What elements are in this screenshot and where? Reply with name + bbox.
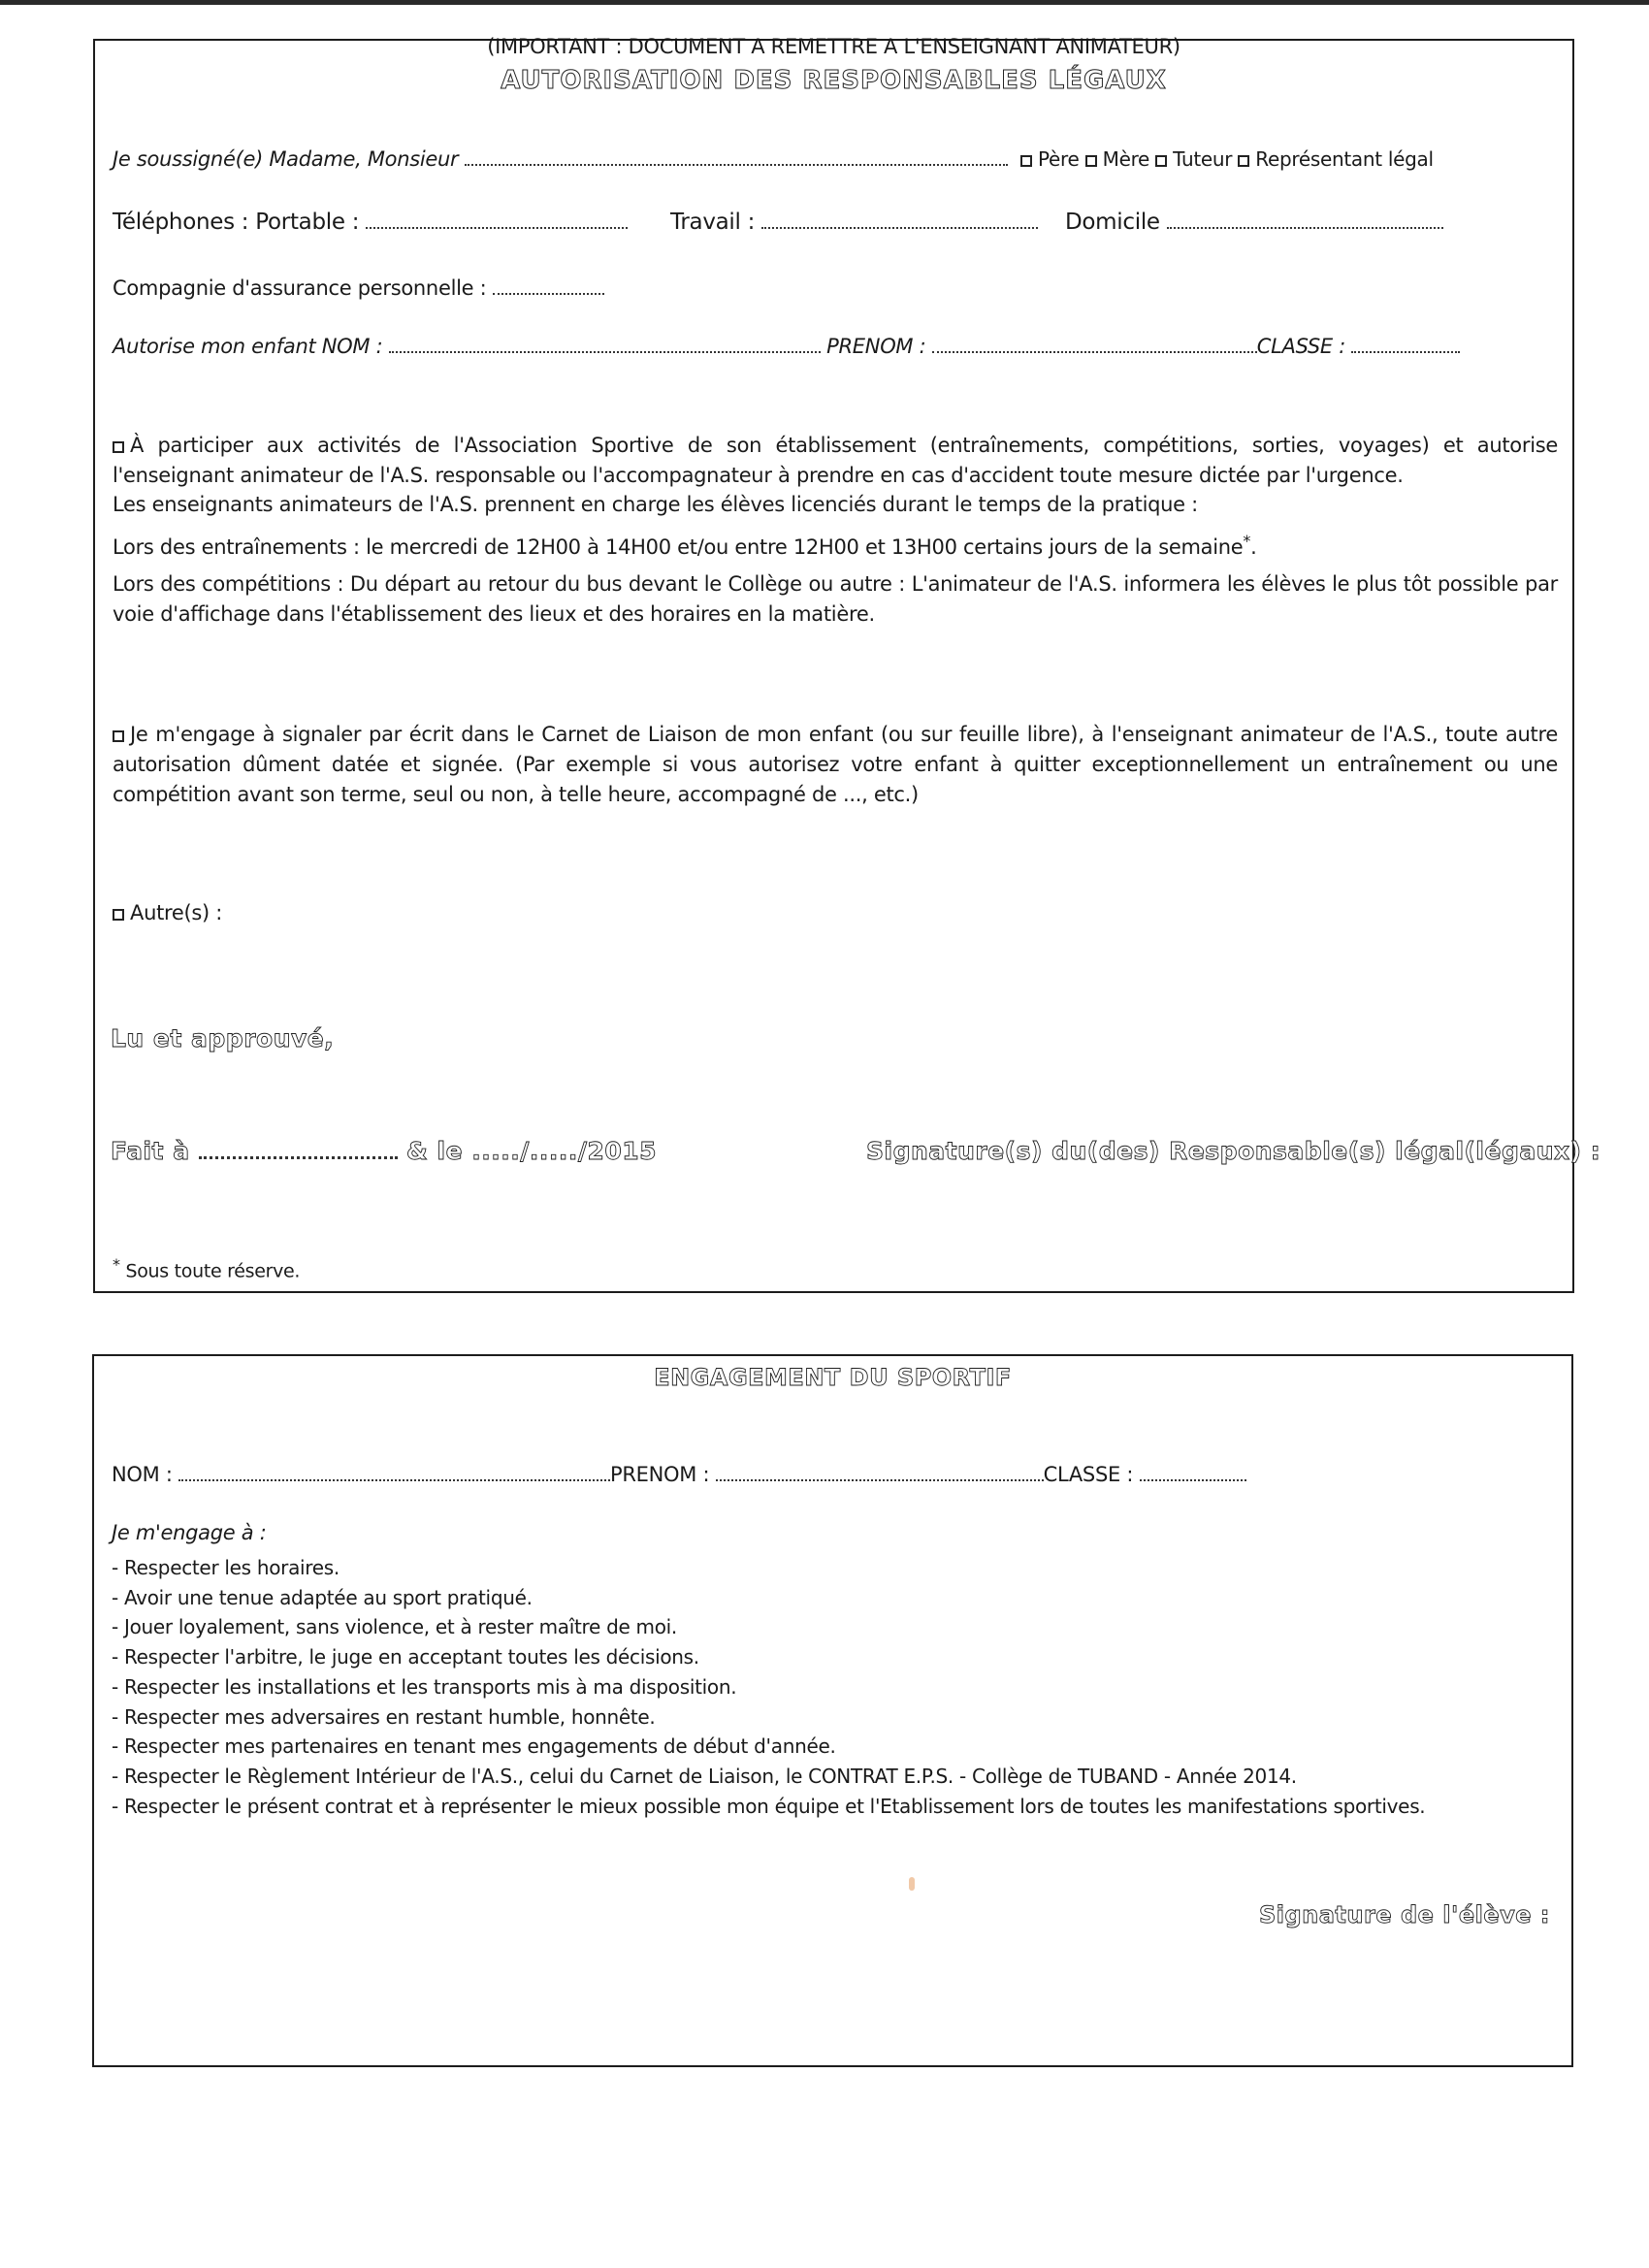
child-firstname-field[interactable] xyxy=(932,338,1257,353)
insurance-label: Compagnie d'assurance personnelle : xyxy=(113,276,487,300)
home-phone-label: Domicile xyxy=(1065,210,1160,235)
scan-smudge xyxy=(909,1877,915,1891)
athlete-name-field[interactable] xyxy=(178,1466,610,1481)
athlete-firstname-field[interactable] xyxy=(716,1466,1044,1481)
legal-guardian-authorization-section xyxy=(93,35,1601,1293)
child-firstname-label: PRENOM : xyxy=(826,335,926,358)
relation-option-representant[interactable]: Représentant légal xyxy=(1238,147,1433,171)
footnote-asterisk-icon: * xyxy=(113,1255,120,1274)
home-phone-row xyxy=(1065,210,1443,235)
other-row xyxy=(113,901,222,924)
list-item: - Avoir une tenue adaptée au sport pratiqué. xyxy=(112,1585,533,1609)
list-item: - Respecter les installations et les transports mis à ma disposition. xyxy=(112,1674,737,1699)
date-field[interactable]: ...../...../2015 xyxy=(471,1137,658,1165)
checkbox-icon[interactable] xyxy=(1085,155,1097,167)
guardian-signature-label: Signature(s) du(des) Responsable(s) légal(légaux) : xyxy=(866,1137,1601,1165)
insurance-row xyxy=(113,276,604,300)
work-phone-label: Travail : xyxy=(670,210,756,235)
relation-option-tuteur[interactable]: Tuteur xyxy=(1155,147,1232,171)
other-checkbox[interactable] xyxy=(113,909,124,921)
commitment-list xyxy=(112,1553,1425,1821)
mobile-phone-field[interactable] xyxy=(366,213,628,229)
insurance-field[interactable] xyxy=(493,279,604,295)
authorization-title: AUTORISATION DES RESPONSABLES LÉGAUX xyxy=(501,66,1167,95)
footnote xyxy=(113,1255,300,1281)
work-phone-field[interactable] xyxy=(761,213,1038,229)
athlete-name-label: NOM : xyxy=(112,1463,173,1486)
undersigned-row xyxy=(113,147,1008,171)
list-item: - Respecter les horaires. xyxy=(112,1556,340,1579)
place-date-row xyxy=(111,1137,657,1165)
child-authorization-row xyxy=(113,335,1460,358)
commitment-intro: Je m'engage à : xyxy=(112,1521,267,1544)
participation-text: À participer aux activités de l'Association Sportive de son établissement (entraînements, compétitions, sorties, voyages) et autorise l'enseignant animateur de l'A.S. responsable ou l'accompagnateur à prendre en cas d'accident toute mesure dictée par l'urgence. xyxy=(113,434,1558,487)
read-and-approved: Lu et approuvé, xyxy=(111,1024,335,1053)
child-class-field[interactable] xyxy=(1351,338,1460,353)
checkbox-icon[interactable] xyxy=(1020,155,1032,167)
child-name-field[interactable] xyxy=(389,338,821,353)
date-label: & le xyxy=(406,1137,464,1165)
phones-row xyxy=(113,210,628,235)
athlete-commitment-section xyxy=(92,1354,1573,2067)
phones-mobile-label: Téléphones : Portable : xyxy=(113,210,360,235)
footnote-text: Sous toute réserve. xyxy=(125,1260,301,1282)
guardian-name-field[interactable] xyxy=(465,150,1008,166)
athlete-firstname-label: PRENOM : xyxy=(610,1463,710,1486)
athlete-class-label: CLASSE : xyxy=(1043,1463,1134,1486)
list-item: - Jouer loyalement, sans violence, et à rester maître de moi. xyxy=(112,1615,677,1639)
checkbox-icon[interactable] xyxy=(1238,155,1249,167)
footnote-asterisk-icon: * xyxy=(1243,532,1251,550)
important-notice: (IMPORTANT : DOCUMENT A REMETTRE A L'ENSEIGNANT ANIMATEUR) xyxy=(487,35,1180,58)
relation-option-mere[interactable]: Mère xyxy=(1085,147,1149,171)
child-name-label: Autorise mon enfant NOM : xyxy=(113,335,383,358)
commitment-paragraph xyxy=(113,720,1558,810)
athlete-commitment-title: ENGAGEMENT DU SPORTIF xyxy=(654,1364,1012,1391)
other-label: Autre(s) : xyxy=(130,901,223,924)
relation-option-pere[interactable]: Père xyxy=(1020,147,1080,171)
list-item: - Respecter mes adversaires en restant humble, honnête. xyxy=(112,1704,656,1729)
supervision-text: Les enseignants animateurs de l'A.S. prennent en charge les élèves licenciés durant le temps de la pratique : xyxy=(113,493,1198,516)
home-phone-field[interactable] xyxy=(1167,213,1443,229)
training-text: Lors des entraînements : le mercredi de 12H00 à 14H00 et/ou entre 12H00 et 13H00 certains jours de la semaine xyxy=(113,535,1244,559)
list-item: - Respecter l'arbitre, le juge en acceptant toutes les décisions. xyxy=(112,1645,699,1669)
undersigned-label: Je soussigné(e) Madame, Monsieur xyxy=(113,147,459,171)
relation-options xyxy=(1020,147,1434,171)
work-phone-row xyxy=(670,210,1038,235)
list-item: - Respecter le Règlement Intérieur de l'A.S., celui du Carnet de Liaison, le CONTRAT E.P.S. - Collège de TUBAND - Année 2014. xyxy=(112,1764,1297,1788)
training-schedule: Lors des entraînements : le mercredi de 12H00 à 14H00 et/ou entre 12H00 et 13H00 certains jours de la semaine*. xyxy=(113,532,1257,559)
participation-paragraph xyxy=(113,431,1558,491)
done-at-label: Fait à xyxy=(111,1137,190,1165)
athlete-identity-row xyxy=(112,1463,1246,1486)
student-signature-label: Signature de l'élève : xyxy=(1258,1901,1550,1928)
commitment-checkbox[interactable] xyxy=(113,730,124,742)
competition-text: Lors des compétitions : Du départ au retour du bus devant le Collège ou autre : L'animateur de l'A.S. informera les élèves le plus tôt possible par voie d'affichage dans l'établissement des lieux et des horaires en la matière. xyxy=(113,572,1558,626)
list-item: - Respecter mes partenaires en tenant mes engagements de début d'année. xyxy=(112,1734,836,1759)
place-field[interactable] xyxy=(199,1143,398,1159)
checkbox-icon[interactable] xyxy=(1155,155,1167,167)
list-item: - Respecter le présent contrat et à représenter le mieux possible mon équipe et l'Etablissement lors de toutes les manifestations sportives. xyxy=(112,1794,1426,1818)
scan-top-edge xyxy=(0,0,1649,5)
commitment-text: Je m'engage à signaler par écrit dans le Carnet de Liaison de mon enfant (ou sur feuille libre), à l'enseignant animateur de l'A.S., toute autre autorisation dûment datée et signée. (Par exemple si vous autorisez votre enfant à quitter exceptionnellement un entraînement ou une compétition avant son terme, seul ou non, à telle heure, accompagné de ..., etc.) xyxy=(113,723,1558,806)
participation-checkbox[interactable] xyxy=(113,441,124,453)
athlete-class-field[interactable] xyxy=(1140,1466,1246,1481)
child-class-label: CLASSE : xyxy=(1256,335,1346,358)
